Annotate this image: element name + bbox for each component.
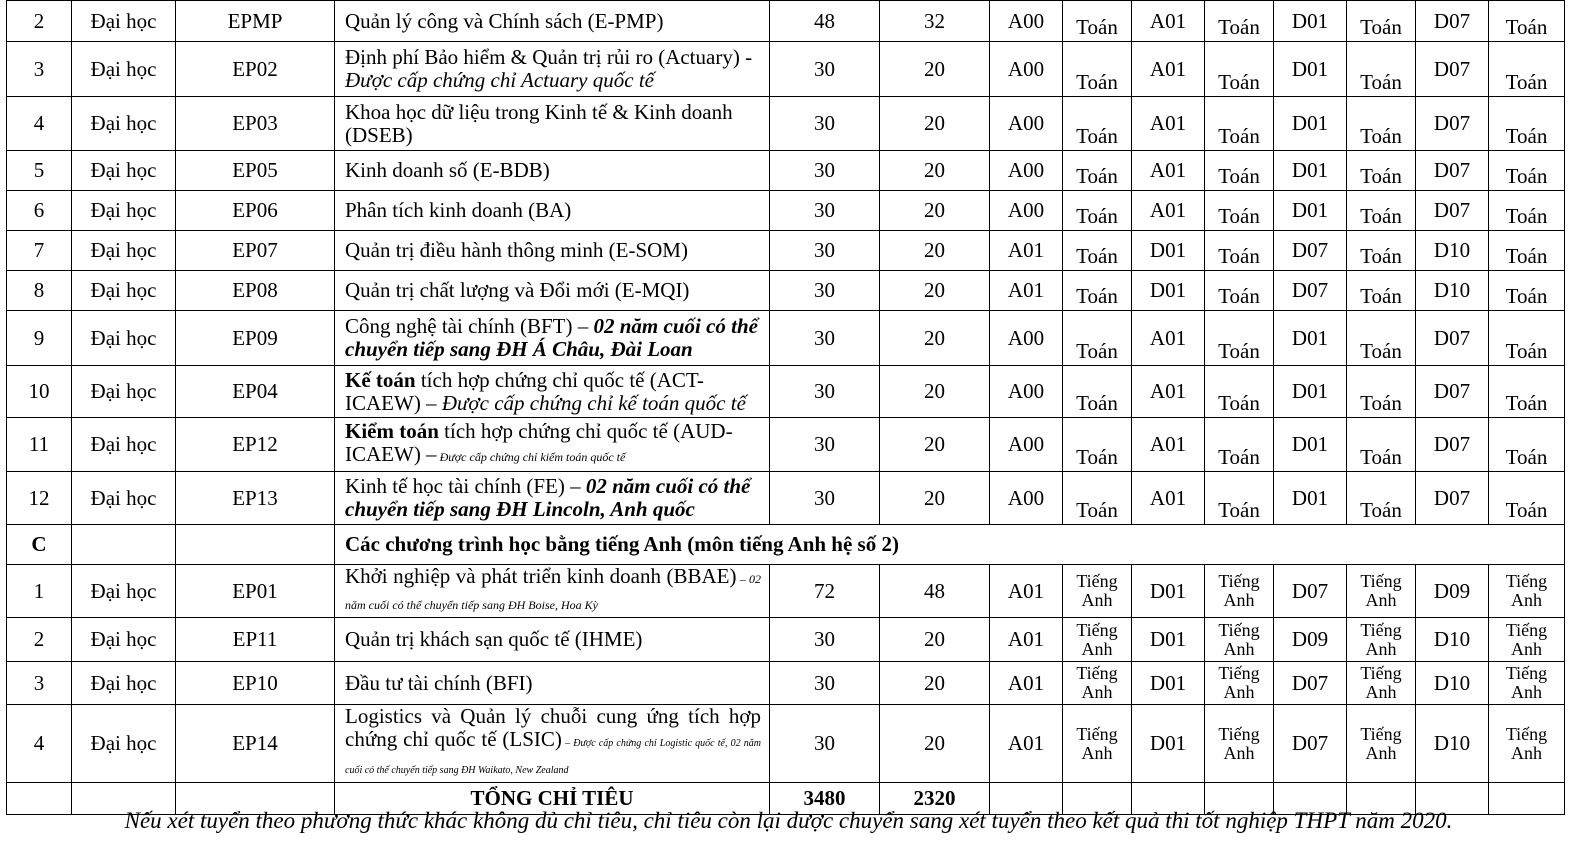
subject-combo-code: D10	[1416, 662, 1489, 705]
subject-combo-code: A00	[990, 42, 1063, 97]
education-level: Đại học	[72, 151, 176, 191]
weighted-subject: Toán	[1063, 1, 1132, 42]
weighted-subject: Tiếng Anh	[1205, 565, 1274, 618]
subject-combo-code: D07	[1274, 662, 1347, 705]
weighted-subject: Toán	[1489, 311, 1565, 366]
weighted-subject: Toán	[1205, 271, 1274, 311]
weighted-subject: Toán	[1205, 311, 1274, 366]
weighted-subject: Tiếng Anh	[1489, 618, 1565, 662]
table-row	[7, 418, 1565, 472]
program-name	[335, 418, 770, 472]
quota-total: 30	[770, 705, 880, 783]
subject-combo-code: D07	[1274, 705, 1347, 783]
subject-combo-code: A01	[1132, 418, 1205, 472]
program-note: Được cấp chứng chỉ kế toán quốc tế	[436, 390, 746, 415]
weighted-subject: Tiếng Anh	[1063, 565, 1132, 618]
subject-combo-code: D01	[1132, 618, 1205, 662]
subject-combo-code: D01	[1132, 565, 1205, 618]
table-row	[7, 366, 1565, 418]
table-row	[7, 618, 1565, 662]
row-number: 4	[7, 705, 72, 783]
row-number: 9	[7, 311, 72, 366]
weighted-subject: Toán	[1347, 97, 1416, 151]
empty-cell	[176, 525, 335, 565]
subject-combo-code: A00	[990, 151, 1063, 191]
subject-combo-code: A01	[990, 231, 1063, 271]
weighted-subject: Toán	[1205, 231, 1274, 271]
program-note: Được cấp chứng chỉ Actuary quốc tế	[345, 68, 654, 92]
education-level: Đại học	[72, 231, 176, 271]
row-number: 12	[7, 472, 72, 525]
education-level: Đại học	[72, 271, 176, 311]
education-level: Đại học	[72, 662, 176, 705]
education-level: Đại học	[72, 191, 176, 231]
subject-combo-code: D10	[1416, 618, 1489, 662]
subject-combo-code: A00	[990, 1, 1063, 42]
weighted-subject: Tiếng Anh	[1489, 662, 1565, 705]
program-name	[335, 662, 770, 705]
weighted-subject: Toán	[1347, 231, 1416, 271]
weighted-subject: Tiếng Anh	[1063, 662, 1132, 705]
total-label: TỔNG CHỈ TIÊU	[335, 783, 770, 815]
weighted-subject: Tiếng Anh	[1489, 565, 1565, 618]
admission-quota-table	[6, 0, 1565, 815]
weighted-subject: Toán	[1205, 42, 1274, 97]
weighted-subject: Toán	[1489, 97, 1565, 151]
quota-exam: 32	[880, 1, 990, 42]
subject-combo-code: D07	[1416, 472, 1489, 525]
subject-combo-code: D01	[1274, 97, 1347, 151]
program-note: – 02 năm cuối có thể chuyển tiếp sang ĐH Boise, Hoa Kỳ	[345, 572, 761, 612]
subject-combo-code: D01	[1132, 705, 1205, 783]
weighted-subject: Toán	[1205, 191, 1274, 231]
education-level: Đại học	[72, 1, 176, 42]
subject-combo-code: D01	[1132, 662, 1205, 705]
quota-exam: 20	[880, 311, 990, 366]
program-code: EP11	[176, 618, 335, 662]
program-name	[335, 705, 770, 783]
program-name-text: Công nghệ tài chính (BFT) –	[345, 314, 589, 338]
subject-combo-code: D07	[1274, 565, 1347, 618]
section-title: Các chương trình học bằng tiếng Anh (môn tiếng Anh hệ số 2)	[335, 525, 1565, 565]
subject-combo-code: A01	[1132, 1, 1205, 42]
education-level: Đại học	[72, 705, 176, 783]
row-number: 3	[7, 42, 72, 97]
row-number: 2	[7, 618, 72, 662]
quota-total: 30	[770, 191, 880, 231]
program-name-text: Quản lý công và Chính sách (E-PMP)	[345, 8, 664, 33]
weighted-subject: Toán	[1063, 311, 1132, 366]
subject-combo-code: D07	[1416, 191, 1489, 231]
weighted-subject: Toán	[1347, 366, 1416, 418]
program-name	[335, 191, 770, 231]
weighted-subject: Toán	[1489, 472, 1565, 525]
program-code: EP01	[176, 565, 335, 618]
subject-combo-code: A01	[1132, 366, 1205, 418]
subject-combo-code: D10	[1416, 231, 1489, 271]
weighted-subject: Tiếng Anh	[1347, 705, 1416, 783]
row-number: 3	[7, 662, 72, 705]
table-row	[7, 151, 1565, 191]
subject-combo-code: D01	[1132, 271, 1205, 311]
weighted-subject: Toán	[1489, 231, 1565, 271]
quota-total: 30	[770, 97, 880, 151]
subject-combo-code: D01	[1274, 366, 1347, 418]
quota-exam: 20	[880, 618, 990, 662]
program-name	[335, 151, 770, 191]
program-name	[335, 366, 770, 418]
subject-combo-code: D01	[1274, 191, 1347, 231]
table-row	[7, 97, 1565, 151]
row-number: 5	[7, 151, 72, 191]
program-name-text: Quản trị điều hành thông minh (E-SOM)	[345, 238, 688, 262]
program-name	[335, 271, 770, 311]
weighted-subject: Toán	[1205, 418, 1274, 472]
quota-exam: 20	[880, 662, 990, 705]
table-row	[7, 705, 1565, 783]
program-code: EP12	[176, 418, 335, 472]
subject-combo-code: D07	[1416, 151, 1489, 191]
program-name	[335, 1, 770, 42]
quota-exam: 48	[880, 565, 990, 618]
subject-combo-code: D01	[1274, 42, 1347, 97]
program-name-text: Quản trị chất lượng và Đổi mới (E-MQI)	[345, 278, 690, 302]
weighted-subject: Toán	[1063, 271, 1132, 311]
quota-total: 30	[770, 151, 880, 191]
total-quota-exam: 2320	[880, 783, 990, 815]
program-name	[335, 565, 770, 618]
empty-cell	[72, 525, 176, 565]
program-code: EP02	[176, 42, 335, 97]
quota-exam: 20	[880, 151, 990, 191]
program-name-text: Quản trị khách sạn quốc tế (IHME)	[345, 627, 643, 651]
weighted-subject: Tiếng Anh	[1063, 705, 1132, 783]
table-row	[7, 191, 1565, 231]
weighted-subject: Toán	[1489, 1, 1565, 42]
program-name-text: Phân tích kinh doanh (BA)	[345, 198, 572, 222]
subject-combo-code: A01	[1132, 151, 1205, 191]
row-number: 7	[7, 231, 72, 271]
quota-total: 72	[770, 565, 880, 618]
subject-combo-code: A01	[990, 705, 1063, 783]
subject-combo-code: D01	[1274, 472, 1347, 525]
education-level: Đại học	[72, 366, 176, 418]
weighted-subject: Toán	[1347, 1, 1416, 42]
subject-combo-code: A01	[990, 271, 1063, 311]
education-level: Đại học	[72, 311, 176, 366]
subject-combo-code: D07	[1274, 231, 1347, 271]
weighted-subject: Toán	[1205, 151, 1274, 191]
subject-combo-code: D01	[1274, 1, 1347, 42]
subject-combo-code: A01	[990, 618, 1063, 662]
quota-exam: 20	[880, 472, 990, 525]
table-row	[7, 1, 1565, 42]
weighted-subject: Toán	[1063, 191, 1132, 231]
row-number: 8	[7, 271, 72, 311]
subject-combo-code: A01	[1132, 42, 1205, 97]
weighted-subject: Toán	[1205, 366, 1274, 418]
weighted-subject: Toán	[1489, 191, 1565, 231]
program-code: EP09	[176, 311, 335, 366]
program-code: EP14	[176, 705, 335, 783]
subject-combo-code: D07	[1416, 42, 1489, 97]
weighted-subject: Toán	[1489, 418, 1565, 472]
weighted-subject: Tiếng Anh	[1205, 618, 1274, 662]
quota-exam: 20	[880, 97, 990, 151]
weighted-subject: Toán	[1347, 311, 1416, 366]
footnote: Nếu xét tuyển theo phương thức khác không đủ chỉ tiêu, chỉ tiêu còn lại được chuyển sang xét tuyển theo kết quả thi tốt nghiệp THPT năm 2020.	[124, 808, 1453, 833]
program-note: – Được cấp chứng chỉ Logistic quốc tế, 02 năm cuối có thể chuyển tiếp sang ĐH Waikato, New Zealand	[345, 738, 761, 776]
education-level: Đại học	[72, 565, 176, 618]
row-number: 10	[7, 366, 72, 418]
admission-quota-sheet	[6, 0, 1564, 815]
weighted-subject: Toán	[1205, 472, 1274, 525]
section-row	[7, 525, 1565, 565]
subject-combo-code: A01	[990, 662, 1063, 705]
section-label: C	[7, 525, 72, 565]
weighted-subject: Toán	[1347, 472, 1416, 525]
weighted-subject: Toán	[1489, 271, 1565, 311]
quota-exam: 20	[880, 271, 990, 311]
weighted-subject: Toán	[1347, 191, 1416, 231]
table-row	[7, 42, 1565, 97]
weighted-subject: Tiếng Anh	[1347, 618, 1416, 662]
education-level: Đại học	[72, 42, 176, 97]
subject-combo-code: A01	[1132, 311, 1205, 366]
weighted-subject: Toán	[1063, 42, 1132, 97]
quota-total: 30	[770, 311, 880, 366]
weighted-subject: Toán	[1205, 97, 1274, 151]
program-name-text: tích hợp chứng chỉ quốc tế (ACT-ICAEW) –	[345, 367, 704, 415]
weighted-subject: Toán	[1063, 231, 1132, 271]
weighted-subject: Toán	[1347, 418, 1416, 472]
quota-exam: 20	[880, 191, 990, 231]
subject-combo-code: A00	[990, 366, 1063, 418]
education-level: Đại học	[72, 472, 176, 525]
subject-combo-code: A01	[990, 565, 1063, 618]
education-level: Đại học	[72, 418, 176, 472]
row-number: 2	[7, 1, 72, 42]
program-name-text: Định phí Bảo hiểm & Quản trị rủi ro (Actuary) -	[345, 45, 753, 69]
weighted-subject: Tiếng Anh	[1489, 705, 1565, 783]
subject-combo-code: A01	[1132, 97, 1205, 151]
weighted-subject: Tiếng Anh	[1205, 705, 1274, 783]
program-code: EP05	[176, 151, 335, 191]
weighted-subject: Tiếng Anh	[1347, 565, 1416, 618]
weighted-subject: Toán	[1063, 97, 1132, 151]
program-code: EPMP	[176, 1, 335, 42]
subject-combo-code: D01	[1132, 231, 1205, 271]
program-name	[335, 311, 770, 366]
program-code: EP10	[176, 662, 335, 705]
subject-combo-code: D07	[1416, 366, 1489, 418]
quota-total: 30	[770, 472, 880, 525]
program-note: 02 năm cuối có thể chuyển tiếp sang ĐH Á Châu, Đài Loan	[345, 314, 758, 361]
program-note: Được cấp chứng chỉ kiểm toán quốc tế	[436, 450, 626, 464]
program-code: EP07	[176, 231, 335, 271]
subject-combo-code: A00	[990, 97, 1063, 151]
subject-combo-code: A00	[990, 418, 1063, 472]
weighted-subject: Tiếng Anh	[1347, 662, 1416, 705]
quota-total: 30	[770, 662, 880, 705]
weighted-subject: Toán	[1489, 42, 1565, 97]
program-note: 02 năm cuối có thể chuyển tiếp sang ĐH Lincoln, Anh quốc	[345, 474, 751, 521]
program-name-text: Kinh doanh số (E-BDB)	[345, 158, 550, 182]
row-number: 6	[7, 191, 72, 231]
row-number: 11	[7, 418, 72, 472]
weighted-subject: Toán	[1347, 151, 1416, 191]
weighted-subject: Toán	[1489, 151, 1565, 191]
table-row	[7, 565, 1565, 618]
program-name	[335, 231, 770, 271]
subject-combo-code: D01	[1274, 311, 1347, 366]
quota-total: 30	[770, 418, 880, 472]
weighted-subject: Toán	[1347, 271, 1416, 311]
program-name-text: Logistics và Quản lý chuỗi cung ứng tích hợp chứng chỉ quốc tế (LSIC)	[345, 704, 761, 751]
program-code: EP06	[176, 191, 335, 231]
program-name-text: Kinh tế học tài chính (FE) –	[345, 474, 581, 498]
subject-combo-code: D01	[1274, 151, 1347, 191]
table-row	[7, 662, 1565, 705]
row-number: 1	[7, 565, 72, 618]
subject-combo-code: D09	[1416, 565, 1489, 618]
program-code: EP03	[176, 97, 335, 151]
subject-combo-code: D09	[1274, 618, 1347, 662]
quota-exam: 20	[880, 42, 990, 97]
quota-exam: 20	[880, 705, 990, 783]
quota-total: 30	[770, 618, 880, 662]
quota-exam: 20	[880, 418, 990, 472]
quota-total: 30	[770, 42, 880, 97]
subject-combo-code: D10	[1416, 705, 1489, 783]
subject-combo-code: D07	[1274, 271, 1347, 311]
weighted-subject: Toán	[1063, 472, 1132, 525]
subject-combo-code: D07	[1416, 418, 1489, 472]
program-name-text: Khoa học dữ liệu trong Kinh tế & Kinh doanh (DSEB)	[345, 99, 733, 147]
quota-total: 30	[770, 271, 880, 311]
subject-combo-code: A00	[990, 311, 1063, 366]
subject-combo-code: A00	[990, 472, 1063, 525]
program-name-text: Đầu tư tài chính (BFI)	[345, 670, 533, 695]
subject-combo-code: D07	[1416, 97, 1489, 151]
weighted-subject: Tiếng Anh	[1063, 618, 1132, 662]
table-row	[7, 311, 1565, 366]
program-name-bold: Kiểm toán	[345, 419, 439, 443]
subject-combo-code: D07	[1416, 311, 1489, 366]
subject-combo-code: A00	[990, 191, 1063, 231]
weighted-subject: Toán	[1347, 42, 1416, 97]
subject-combo-code: A01	[1132, 191, 1205, 231]
program-name	[335, 97, 770, 151]
quota-total: 30	[770, 366, 880, 418]
quota-total: 30	[770, 231, 880, 271]
program-name	[335, 618, 770, 662]
program-code: EP13	[176, 472, 335, 525]
education-level: Đại học	[72, 97, 176, 151]
quota-total: 48	[770, 1, 880, 42]
weighted-subject: Tiếng Anh	[1205, 662, 1274, 705]
total-quota: 3480	[770, 783, 880, 815]
program-name	[335, 42, 770, 97]
table-row	[7, 472, 1565, 525]
row-number: 4	[7, 97, 72, 151]
weighted-subject: Toán	[1205, 1, 1274, 42]
program-name	[335, 472, 770, 525]
subject-combo-code: D10	[1416, 271, 1489, 311]
program-code: EP08	[176, 271, 335, 311]
table-row	[7, 271, 1565, 311]
weighted-subject: Toán	[1063, 151, 1132, 191]
weighted-subject: Toán	[1063, 366, 1132, 418]
weighted-subject: Toán	[1063, 418, 1132, 472]
weighted-subject: Toán	[1489, 366, 1565, 418]
table-row	[7, 231, 1565, 271]
program-name-text: tích hợp chứng chỉ quốc tế (AUD-ICAEW) –	[345, 419, 733, 466]
quota-exam: 20	[880, 366, 990, 418]
program-code: EP04	[176, 366, 335, 418]
subject-combo-code: D01	[1274, 418, 1347, 472]
subject-combo-code: A01	[1132, 472, 1205, 525]
quota-exam: 20	[880, 231, 990, 271]
subject-combo-code: D07	[1416, 1, 1489, 42]
education-level: Đại học	[72, 618, 176, 662]
program-name-text: Khởi nghiệp và phát triển kinh doanh (BBAE)	[345, 564, 737, 588]
program-name-bold: Kế toán	[345, 367, 416, 392]
